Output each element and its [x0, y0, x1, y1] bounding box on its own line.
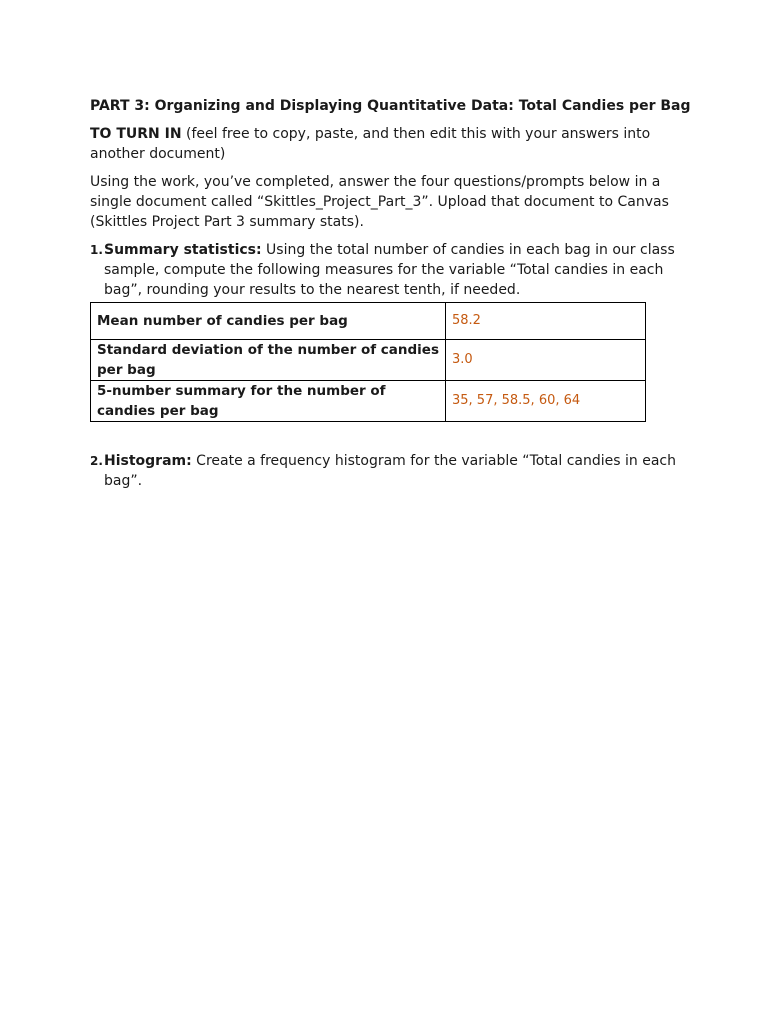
question-summary-statistics: [90, 240, 680, 422]
table-row: [91, 381, 646, 422]
stat-label-std-dev: Standard deviation of the number of candies per bag: [91, 340, 446, 381]
question-list: [90, 240, 680, 491]
question-title: Histogram:: [104, 453, 192, 469]
question-text: Using the total number of candies in each bag in our class sample, compute the following measures for the variable “Total candies in each bag”, rounding your results to the nearest tenth, if needed.: [104, 242, 675, 298]
table-row: [91, 303, 646, 340]
turn-in-label: TO TURN IN: [90, 126, 182, 142]
stat-label-mean: Mean number of candies per bag: [91, 303, 446, 340]
question-title: Summary statistics:: [104, 242, 262, 258]
question-histogram: [90, 451, 680, 491]
stat-value-five-number: 35, 57, 58.5, 60, 64: [446, 381, 646, 422]
question-number: 1.: [90, 243, 103, 257]
stat-value-mean: 58.2: [446, 303, 646, 340]
document-page: [90, 96, 691, 491]
question-text: Create a frequency histogram for the variable “Total candies in each bag”.: [104, 453, 676, 489]
instructions-paragraph: Using the work, you’ve completed, answer the four questions/prompts below in a single document called “Skittles_Project_Part_3”. Upload that document to Canvas (Skittles Project Part 3 summary stats).: [90, 174, 669, 230]
stat-value-std-dev: 3.0: [446, 340, 646, 381]
table-row: [91, 340, 646, 381]
page-heading: PART 3: Organizing and Displaying Quantitative Data: Total Candies per Bag: [90, 98, 691, 114]
turn-in-text: (feel free to copy, paste, and then edit this with your answers into another document): [90, 126, 651, 162]
turn-in-paragraph: [90, 124, 680, 164]
summary-stats-table: [90, 302, 646, 422]
question-number: 2.: [90, 454, 103, 468]
stat-label-five-number: 5-number summary for the number of candies per bag: [91, 381, 446, 422]
